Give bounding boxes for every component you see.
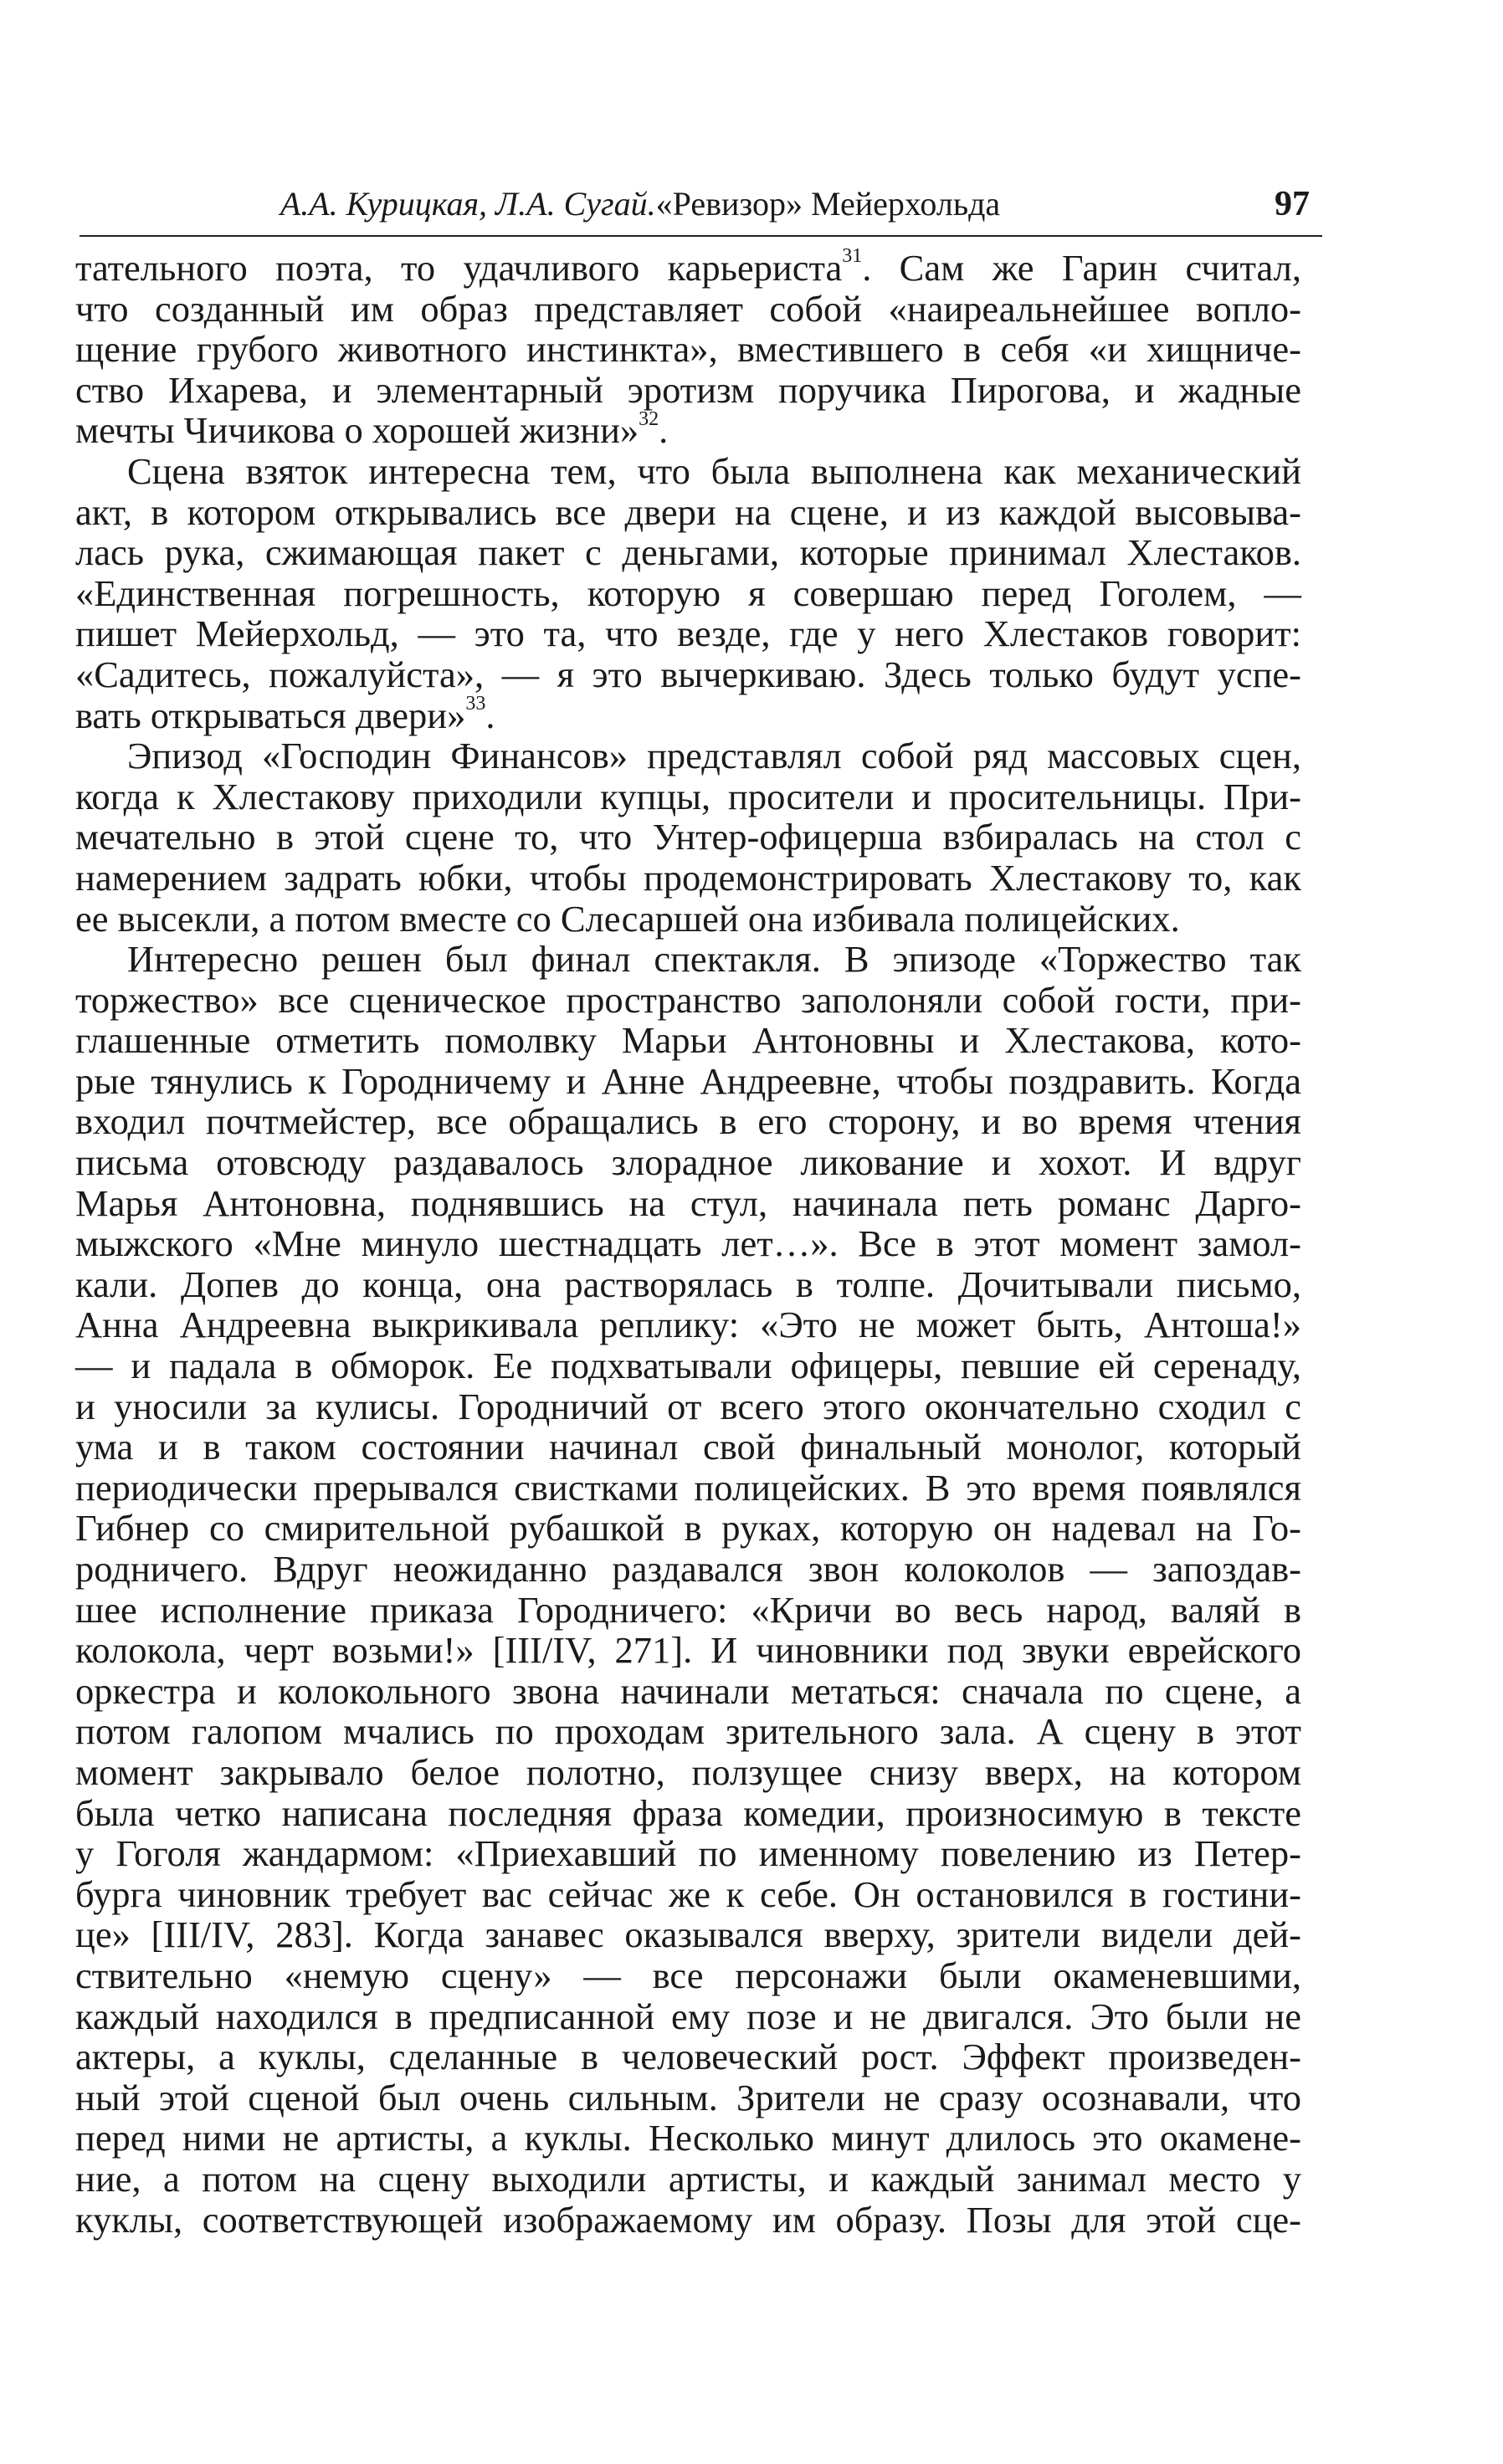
- text-line: [75, 1914, 1301, 1955]
- line-text: когда к Хлестакову приходили купцы, просители и просительницы. При-: [75, 775, 1301, 817]
- line-text: мечательно в этой сцене то, что Унтер-офицерша взбиралась на стол с: [75, 816, 1301, 858]
- text-line: [75, 1752, 1301, 1793]
- running-header: [80, 181, 1318, 231]
- text-line: [75, 858, 1301, 899]
- line-text: торжество» все сценическое пространство заполоняли собой гости, при-: [75, 978, 1301, 1021]
- text-line: [75, 1142, 1301, 1183]
- line-text: рые тянулись к Городничему и Анне Андреевне, чтобы поздравить. Когда: [75, 1059, 1301, 1102]
- text-line: [75, 1996, 1301, 2037]
- line-text: момент закрывало белое полотно, ползущее снизу вверх, на котором: [75, 1750, 1301, 1793]
- line-text: мечты Чичикова о хорошей жизни»: [75, 409, 639, 452]
- line-text: перед ними не артисты, а куклы. Несколько минут длилось это окамене-: [75, 2117, 1301, 2159]
- line-text: потом галопом мчались по проходам зрительного зала. А сцену в этот: [75, 1710, 1301, 1753]
- line-text: Эпизод «Господин Финансов» представлял собой ряд массовых сцен,: [127, 735, 1301, 777]
- text-line: [75, 2036, 1301, 2077]
- line-text: письма отовсюду раздавалось злорадное ликование и хохот. И вдруг: [75, 1141, 1301, 1184]
- text-line: [75, 1468, 1301, 1509]
- line-text: кали. Допев до конца, она растворялась в толпе. Дочитывали письмо,: [75, 1263, 1301, 1305]
- text-line: [75, 2200, 1301, 2241]
- text-line: [75, 532, 1301, 573]
- line-text: куклы, соответствующей изображаемому им образу. Позы для этой сце-: [75, 2198, 1301, 2241]
- text-line: [75, 289, 1301, 330]
- line-text: акт, в котором открывались все двери на сцене, и из каждой высовыва-: [75, 490, 1301, 533]
- text-line: [75, 1183, 1301, 1224]
- text-line: [75, 1304, 1301, 1345]
- line-text: вать открываться двери»: [75, 694, 466, 736]
- line-text: что созданный им образ представляет собой «наиреальнейшее вопло-: [75, 287, 1301, 330]
- page-number: 97: [1275, 185, 1310, 223]
- line-text: бурга чиновник требует вас сейчас же к себе. Он остановился в гостини-: [75, 1872, 1301, 1915]
- text-line: [75, 613, 1301, 654]
- line-text: це» [III/IV, 283]. Когда занавес оказывался вверху, зрители видели дей-: [75, 1913, 1301, 1956]
- line-text: Анна Андреевна выкрикивала реплику: «Это не может быть, Антоша!»: [75, 1304, 1301, 1346]
- line-text: Сцена взяток интересна тем, что была выполнена как механический: [127, 449, 1301, 492]
- text-line: [75, 980, 1301, 1021]
- text-line: [75, 1427, 1301, 1468]
- line-text: входил почтмейстер, все обращались в его сторону, и во время чтения: [75, 1100, 1301, 1143]
- text-line: [75, 1223, 1301, 1264]
- line-text: «Садитесь, пожалуйста», — я это вычеркиваю. Здесь только будут успе-: [75, 653, 1301, 695]
- text-line: [75, 1549, 1301, 1590]
- text-line: [75, 1508, 1301, 1549]
- header-rule: [80, 235, 1322, 237]
- text-line: [75, 2118, 1301, 2159]
- line-text: ный этой сценой был очень сильным. Зрители не сразу осознавали, что: [75, 2076, 1301, 2118]
- text-line: [75, 817, 1301, 858]
- header-authors: А.А. Курицкая, Л.А. Сугай.: [280, 185, 656, 223]
- footnote-ref[interactable]: 32: [639, 407, 659, 430]
- text-line: [75, 451, 1301, 492]
- line-text: периодически прерывался свистками полицейских. В это время появлялся: [75, 1466, 1301, 1509]
- line-text: родничего. Вдруг неожиданно раздавался звон колоколов — запоздав-: [75, 1548, 1301, 1590]
- line-text: актеры, а куклы, сделанные в человеческий рост. Эффект произведен-: [75, 2036, 1301, 2078]
- line-text-after: .: [659, 409, 669, 452]
- text-line: [75, 776, 1301, 817]
- text-line: [75, 329, 1301, 370]
- header-title: [80, 181, 1201, 228]
- line-text: колокола, черт возьми!» [III/IV, 271]. И чиновники под звуки еврейского: [75, 1629, 1301, 1672]
- text-line: [75, 1590, 1301, 1631]
- text-line: [75, 1833, 1301, 1874]
- text-line: [75, 1671, 1301, 1712]
- line-text: ее высекли, а потом вместе со Слесаршей она избивала полицейских.: [75, 897, 1180, 940]
- text-line: [75, 1711, 1301, 1752]
- text-line: [75, 1955, 1301, 1996]
- line-text: ние, а потом на сцену выходили артисты, и каждый занимал место у: [75, 2157, 1301, 2200]
- footnote-ref[interactable]: 33: [465, 692, 486, 715]
- text-line: [75, 939, 1301, 980]
- line-text: глашенные отметить помолвку Марьи Антоновны и Хлестакова, кото-: [75, 1019, 1301, 1062]
- line-text-after: . Сам же Гарин считал,: [862, 247, 1301, 289]
- line-text: щение грубого животного инстинкта», вместившего в себя «и хищниче-: [75, 328, 1301, 371]
- text-line: [75, 407, 1301, 452]
- text-line: [75, 735, 1301, 776]
- line-text: «Единственная погрешность, которую я совершаю перед Гоголем, —: [75, 571, 1301, 614]
- line-text: — и падала в обморок. Ее подхватывали офицеры, певшие ей серенаду,: [75, 1345, 1301, 1387]
- text-line: [75, 1793, 1301, 1834]
- text-line: [75, 370, 1301, 411]
- header-work-title: «Ревизор» Мейерхольда: [655, 185, 1001, 223]
- line-text: лась рука, сжимающая пакет с деньгами, которые принимал Хлестаков.: [75, 531, 1301, 574]
- text-line: [75, 1630, 1301, 1671]
- text-line: [75, 1264, 1301, 1305]
- line-text: тательного поэта, то удачливого карьериста: [75, 247, 843, 289]
- text-line: [75, 1061, 1301, 1102]
- line-text: ума и в таком состоянии начинал свой финальный монолог, который: [75, 1426, 1301, 1468]
- line-text: оркестра и колокольного звона начинали метаться: сначала по сцене, а: [75, 1669, 1301, 1712]
- line-text: мыжского «Мне минуло шестнадцать лет…». Все в этот момент замол-: [75, 1222, 1301, 1265]
- line-text-after: .: [485, 694, 495, 736]
- text-line: [75, 492, 1301, 533]
- text-line: [75, 1101, 1301, 1142]
- text-line: [75, 899, 1301, 940]
- line-text: Гибнер со смирительной рубашкой в руках, которую он надевал на Го-: [75, 1507, 1301, 1550]
- line-text: намерением задрать юбки, чтобы продемонстрировать Хлестакову то, как: [75, 856, 1301, 899]
- text-line: [75, 1345, 1301, 1386]
- text-line: [75, 2077, 1301, 2118]
- text-line: [75, 1020, 1301, 1061]
- text-line: [75, 2159, 1301, 2200]
- line-text: ство Ихарева, и элементарный эротизм поручика Пирогова, и жадные: [75, 368, 1301, 411]
- line-text: у Гоголя жандармом: «Приехавший по именному повелению из Петер-: [75, 1832, 1301, 1875]
- text-line: [75, 1874, 1301, 1915]
- text-line: [75, 245, 1301, 289]
- line-text: пишет Мейерхольд, — это та, что везде, где у него Хлестаков говорит:: [75, 612, 1301, 655]
- text-line: [75, 654, 1301, 695]
- text-line: [75, 573, 1301, 614]
- footnote-ref[interactable]: 31: [842, 245, 863, 268]
- line-text: была четко написана последняя фраза комедии, произносимую в тексте: [75, 1791, 1301, 1834]
- line-text: Марья Антоновна, поднявшись на стул, начинала петь романс Дарго-: [75, 1181, 1301, 1224]
- line-text: шее исполнение приказа Городничего: «Кричи во весь народ, валяй в: [75, 1588, 1301, 1631]
- line-text: и уносили за кулисы. Городничий от всего этого окончательно сходил с: [75, 1385, 1301, 1427]
- line-text: каждый находился в предписанной ему позе и не двигался. Это были не: [75, 1995, 1301, 2037]
- text-line: [75, 1386, 1301, 1427]
- line-text: Интересно решен был финал спектакля. В эпизоде «Торжество так: [127, 938, 1301, 981]
- body-text: [75, 245, 1301, 2241]
- line-text: ствительно «немую сцену» — все персонажи были окаменевшими,: [75, 1954, 1301, 1996]
- text-line: [75, 692, 1301, 736]
